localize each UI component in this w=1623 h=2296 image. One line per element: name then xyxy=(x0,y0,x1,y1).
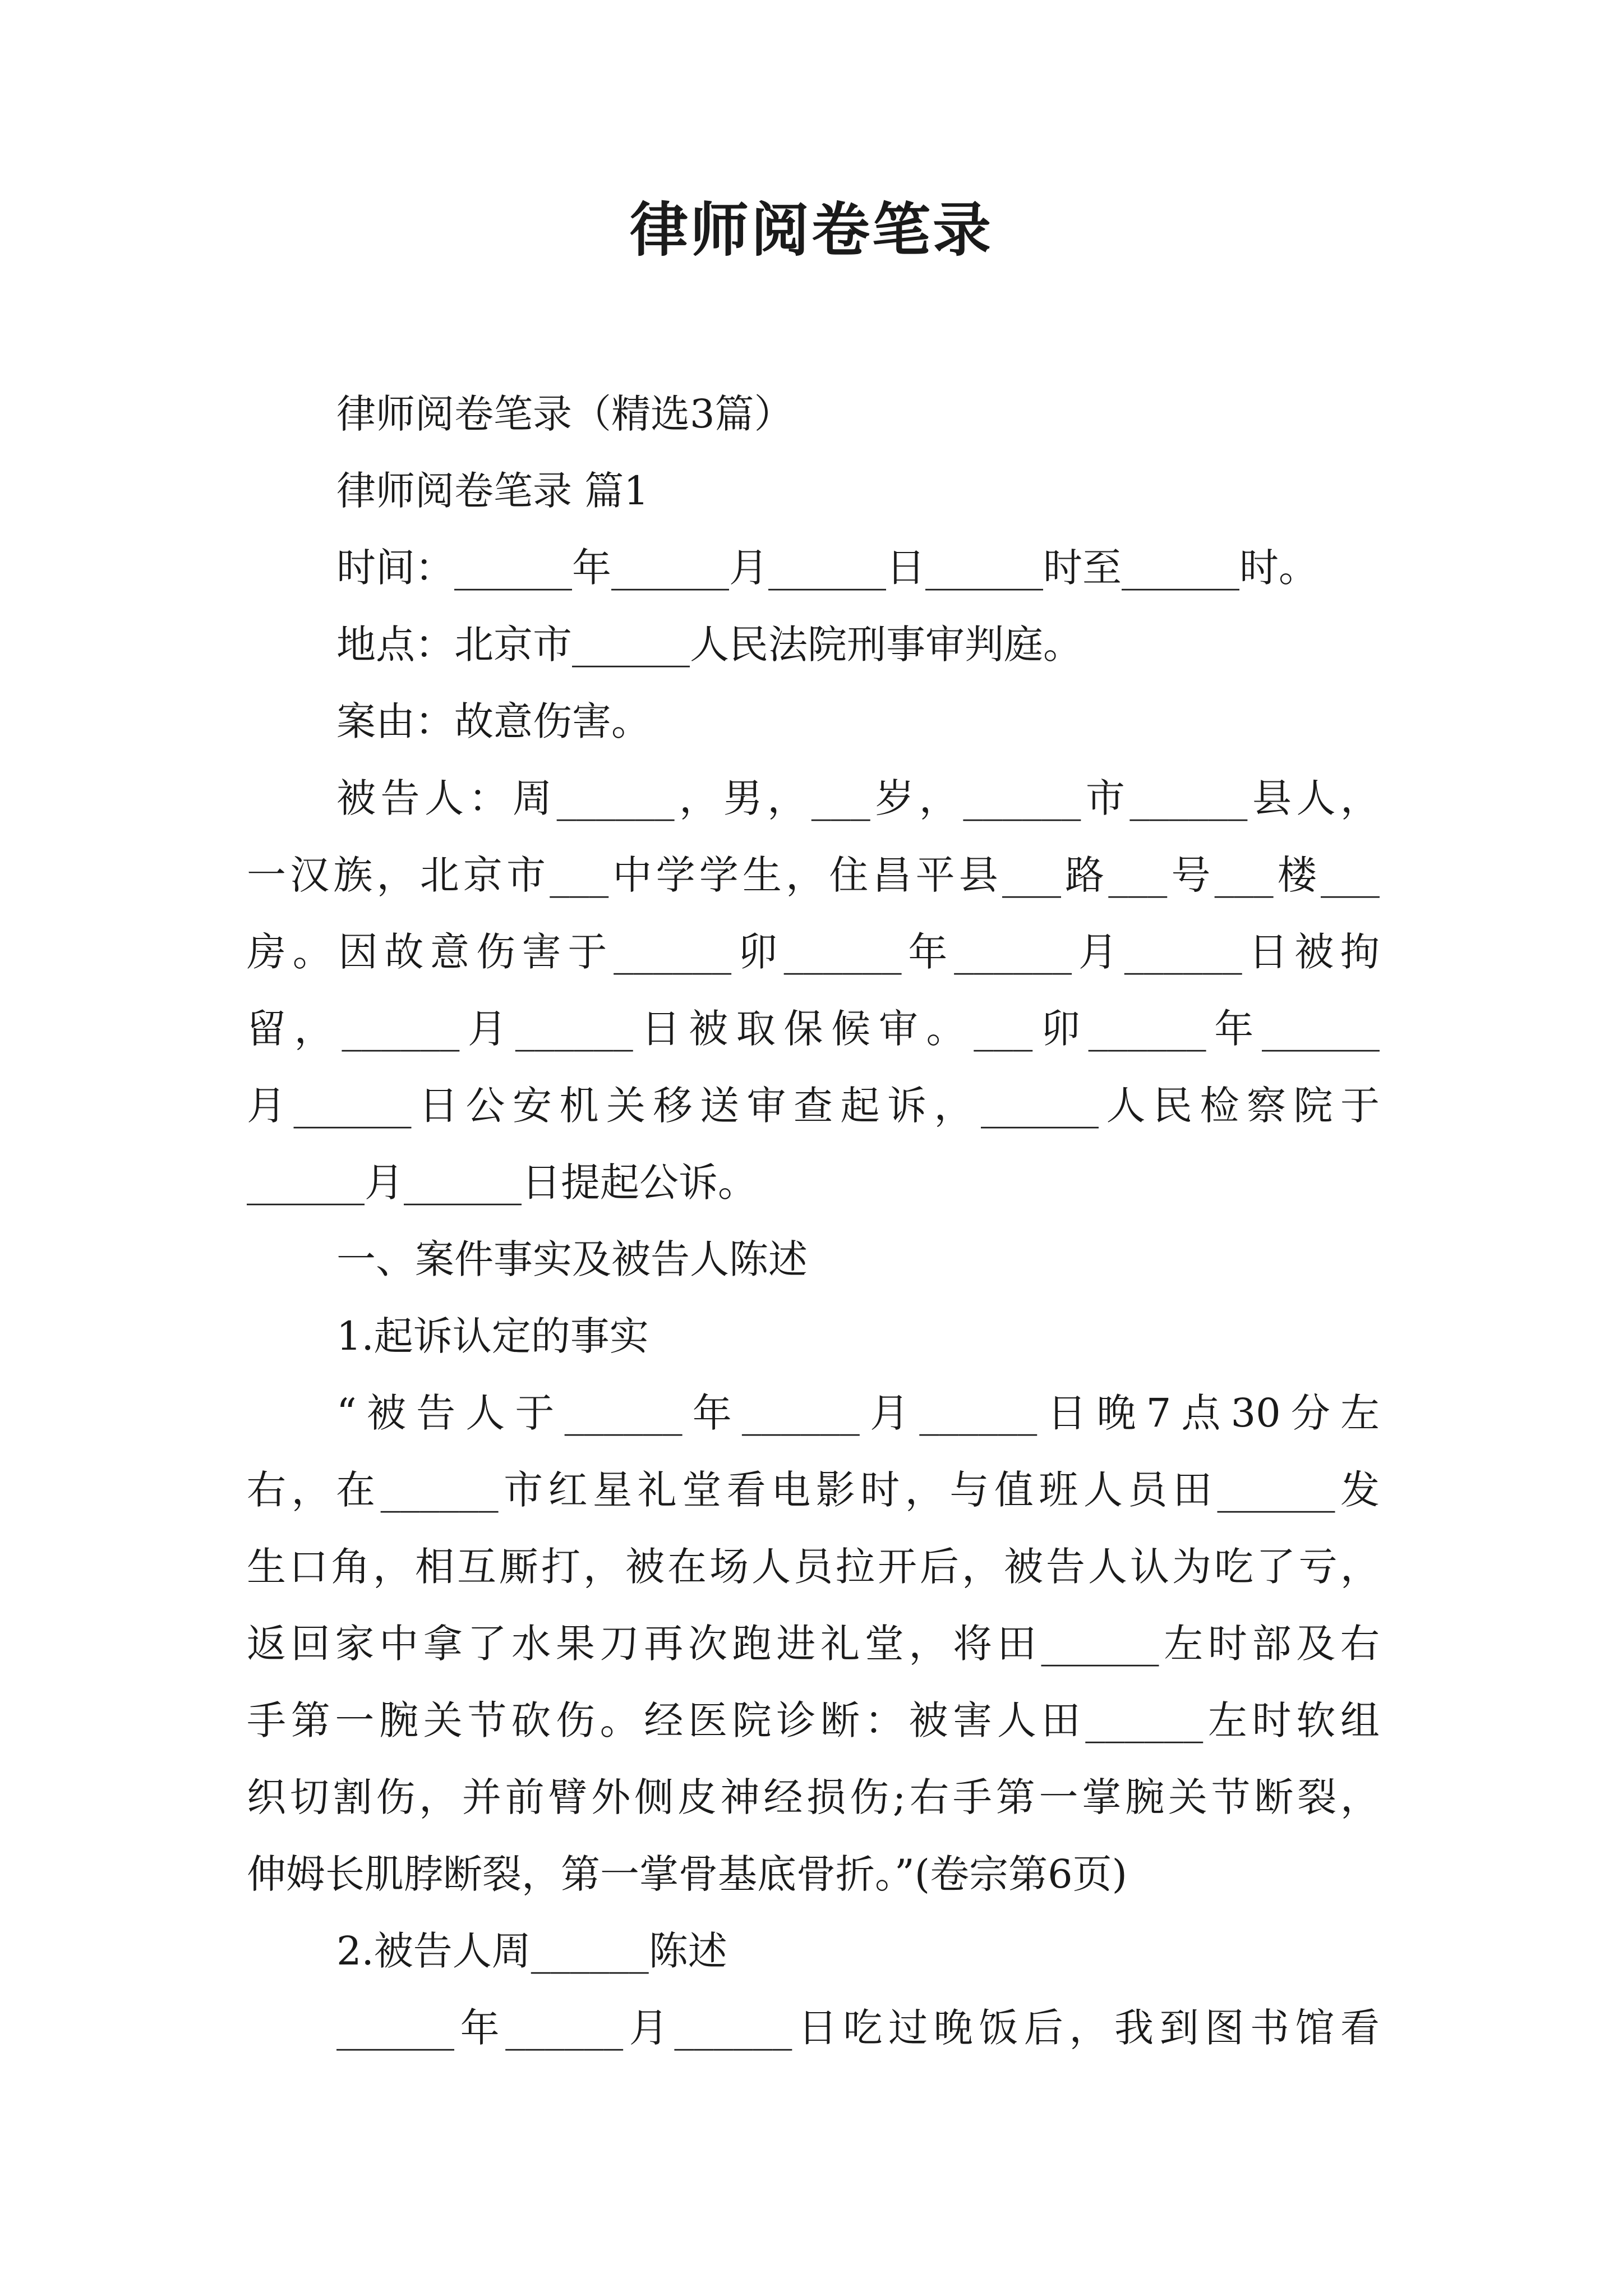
text-line: 生口角，相互厮打，被在场人员拉开后，被告人认为吃了亏， xyxy=(247,1544,1380,1590)
text-line: ______月______日提起公诉。 xyxy=(247,1159,757,1205)
text-line-statement: ______年______月______日吃过晚饭后，我到图书馆看 xyxy=(336,2005,1380,2051)
text-line: 右，在______市红星礼堂看电影时，与值班人员田______发 xyxy=(247,1467,1380,1513)
text-line-quote: “被告人于______年______月______日晚7点30分左 xyxy=(336,1390,1380,1436)
document-title: 律师阅卷笔录 xyxy=(629,195,993,264)
text-line-case-cause: 案由：故意伤害。 xyxy=(336,698,651,744)
text-line: 返回家中拿了水果刀再次跑进礼堂，将田______左时部及右 xyxy=(247,1621,1380,1667)
text-line: 房。因故意伤害于______卯______年______月______日被拘 xyxy=(247,929,1380,975)
text-line: 伸姆长肌脖断裂，第一掌骨基底骨折。”(卷宗第6页) xyxy=(247,1851,1127,1897)
text-line-subheading-indictment: 1.起诉认定的事实 xyxy=(336,1313,649,1359)
text-line-section-heading: 律师阅卷笔录 篇1 xyxy=(336,468,649,514)
text-line-subheading-statement: 2.被告人周______陈述 xyxy=(336,1928,727,1974)
text-line: 织切割伤，并前臂外侧皮神经损伤;右手第一掌腕关节断裂， xyxy=(247,1774,1380,1820)
text-line: 一汉族，北京市___中学学生，住昌平县___路___号___楼___ xyxy=(247,852,1380,898)
text-line-location: 地点：北京市______人民法院刑事审判庭。 xyxy=(336,622,1082,668)
document-body xyxy=(247,376,1380,2067)
text-line: 手第一腕关节砍伤。经医院诊断：被害人田______左时软组 xyxy=(247,1697,1380,1743)
text-line: 月______日公安机关移送审查起诉，______人民检察院于 xyxy=(247,1083,1380,1129)
text-line-subtitle: 律师阅卷笔录（精选3篇） xyxy=(336,391,794,437)
text-line-defendant: 被告人：周______，男，___岁，______市______县人， xyxy=(336,775,1380,821)
text-line-heading-facts: 一、案件事实及被告人陈述 xyxy=(336,1236,808,1282)
text-line-time: 时间：______年______月______日______时至______时。 xyxy=(336,545,1318,591)
text-line: 留，______月______日被取保候审。___卯______年______ xyxy=(247,1006,1380,1052)
